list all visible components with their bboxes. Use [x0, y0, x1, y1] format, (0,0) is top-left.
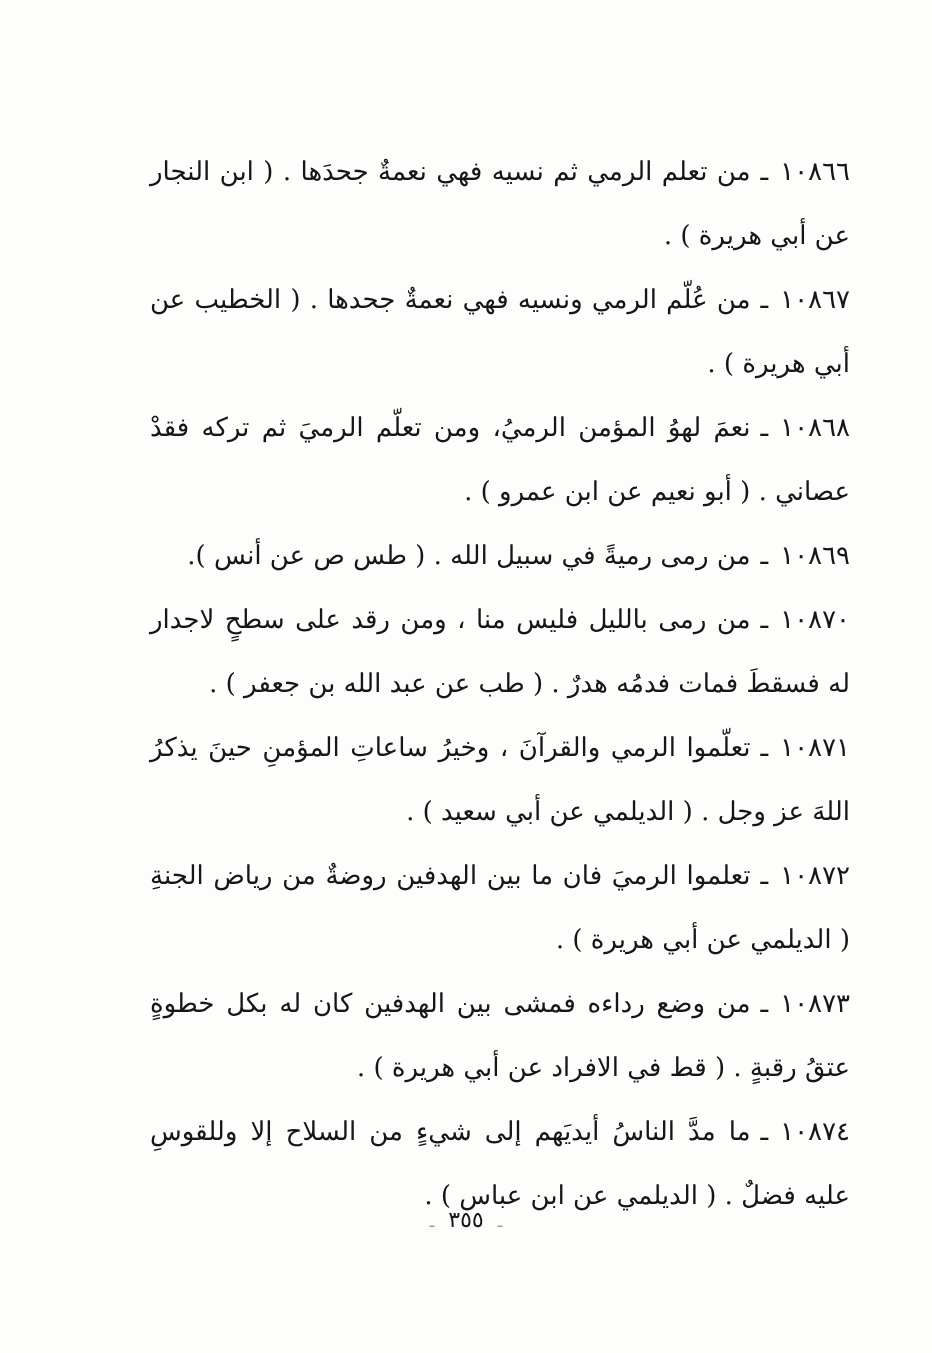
entry-dash: ـ — [760, 157, 769, 187]
page-number-tick: ـ — [497, 1212, 503, 1231]
hadith-entry-10873 — [150, 972, 850, 1100]
entry-number: ١٠٨٧٤ — [780, 1117, 850, 1147]
entry-text: تعلّموا الرمي والقرآنَ ، وخيرُ ساعاتِ المؤمنِ حينَ يذكرُ اللهَ عز وجل . ( الديلمي عن أبي سعيد ) . — [150, 733, 850, 827]
hadith-entry-10867 — [150, 268, 850, 396]
hadith-entry-10872 — [150, 844, 850, 972]
entry-dash: ـ — [760, 861, 769, 891]
entry-text: من عُلّم الرمي ونسيه فهي نعمةٌ جحدها . ( الخطيب عن أبي هريرة ) . — [150, 285, 850, 379]
entry-number: ١٠٨٦٦ — [780, 157, 850, 187]
entry-number: ١٠٨٦٨ — [780, 413, 850, 443]
hadith-list — [150, 140, 850, 1228]
hadith-entry-10866 — [150, 140, 850, 268]
page-number — [0, 1208, 932, 1233]
hadith-entry-10871 — [150, 716, 850, 844]
hadith-entry-10869 — [150, 524, 850, 588]
entry-number: ١٠٨٧٢ — [780, 861, 850, 891]
entry-text: من تعلم الرمي ثم نسيه فهي نعمةٌ جحدَها . ( ابن النجار عن أبي هريرة ) . — [150, 157, 850, 251]
page-number-value: ٣٥٥ — [448, 1208, 484, 1233]
entry-number: ١٠٨٧١ — [780, 733, 850, 763]
entry-number: ١٠٨٧٣ — [780, 989, 850, 1019]
entry-text: من رمى رميةً في سبيل الله . ( طس ص عن أنس ). — [187, 541, 751, 571]
hadith-entry-10870 — [150, 588, 850, 716]
entry-number: ١٠٨٦٩ — [780, 541, 850, 571]
entry-text: من رمى بالليل فليس منا ، ومن رقد على سطحٍ لاجدار له فسقطَ فمات فدمُه هدرٌ . ( طب عن عبد الله بن جعفر ) . — [150, 605, 850, 699]
entry-text: من وضع رداءه فمشى بين الهدفين كان له بكل خطوةٍ عتقُ رقبةٍ . ( قط في الافراد عن أبي هريرة ) . — [150, 989, 850, 1083]
entry-dash: ـ — [760, 733, 769, 763]
entry-dash: ـ — [760, 285, 769, 315]
entry-text: ما مدَّ الناسُ أيديَهم إلى شيءٍ من السلاح إلا وللقوسِ عليه فضلٌ . ( الديلمي عن ابن عباس ) . — [150, 1117, 850, 1211]
entry-text: نعمَ لهوُ المؤمن الرميُ، ومن تعلّم الرميَ ثم تركه فقدْ عصاني . ( أبو نعيم عن ابن عمرو ) . — [150, 413, 850, 507]
hadith-entry-10868 — [150, 396, 850, 524]
entry-number: ١٠٨٧٠ — [780, 605, 850, 635]
page-number-tick: ـ — [429, 1212, 435, 1231]
entry-dash: ـ — [760, 541, 769, 571]
entry-dash: ـ — [760, 989, 769, 1019]
entry-dash: ـ — [760, 413, 769, 443]
entry-text: تعلموا الرميَ فان ما بين الهدفين روضةٌ من رياض الجنةِ ( الديلمي عن أبي هريرة ) . — [150, 861, 850, 955]
entry-dash: ـ — [760, 605, 769, 635]
entry-dash: ـ — [760, 1117, 769, 1147]
entry-number: ١٠٨٦٧ — [780, 285, 850, 315]
